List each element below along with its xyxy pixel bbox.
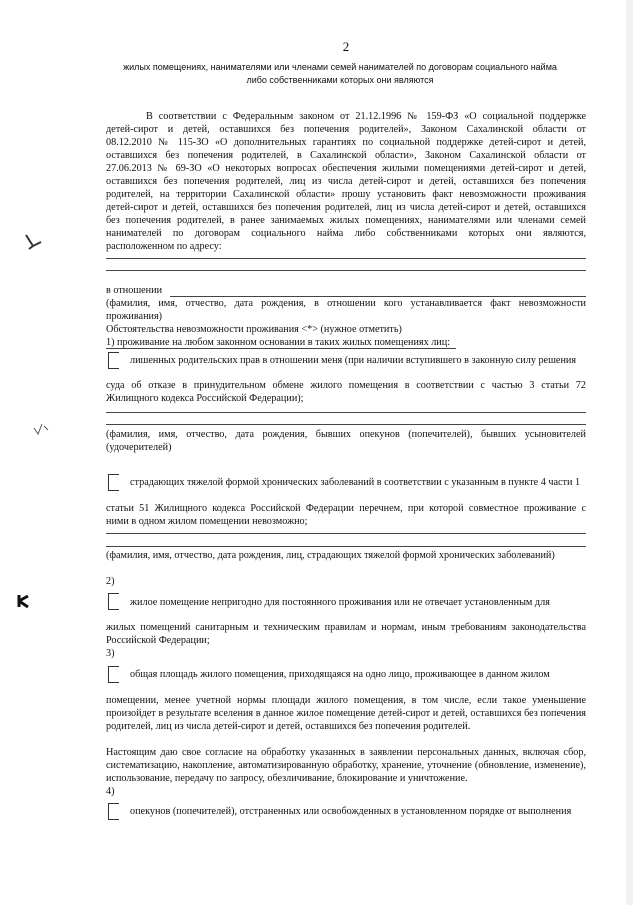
chronic-note: (фамилия, имя, отчество, дата рождения, лиц, страдающих тяжелой формой хронических заболеваний) [106,550,555,561]
page-number: 2 [342,39,350,54]
option-removed-guardians: опекунов (попечителей), отстраненных или освобожденных в установленном порядке от выполнения [130,806,572,817]
checkbox-chronic-disease[interactable] [108,474,119,491]
intro-line: оставшихся без попечения родителей, в Сахалинской области», Законом Сахалинской области от [106,150,586,161]
page-title-line2: либо собственниками которых они являются [246,75,434,85]
scan-mark-icon [32,422,50,436]
option-area-cont: помещении, менее учетной нормы площади жилого помещения, в том числе, если такое уменьшение [106,695,586,706]
intro-line: детей-сирот и детей, оставшихся без попечения родителей, лиц из числа детей-сирот и детей, оставшихся [106,202,586,213]
intro-line: 27.06.2013 № 69-ЗО «О некоторых вопросах обеспечения жилыми помещениями детей-сирот и детей, [106,163,586,174]
consent-text: систематизацию, накопление, автоматизированную обработку, хранение, уточнение (обновление, изменение), [106,760,586,771]
section3-heading: 3) [106,648,115,659]
intro-line: оставшихся без попечения родителей, лиц из числа детей-сирот и детей, оставшихся без попечения [106,176,586,187]
guardians-field-line[interactable] [106,412,586,413]
option-deprived-cont: суда об отказе в принудительном обмене жилого помещения в соответствии с частью 3 статьи 72 [106,380,586,391]
section4-heading: 4) [106,786,115,797]
option-unfit-cont: жилых помещений санитарным и техническим правилам и нормам, иным требованиям законодательства [106,622,586,633]
option-unfit-housing: жилое помещение непригодно для постоянного проживания или не отвечает установленным для [130,597,550,608]
intro-line: детей-сирот и детей, оставшихся без попечения родителей», Законом Сахалинской области от [106,124,586,135]
intro-line: 08.12.2010 № 115-ЗО «О дополнительных гарантиях по социальной поддержке детей-сирот и детей, [106,137,586,148]
guardians-field-line[interactable] [106,424,586,425]
scan-edge-right [626,0,633,905]
option-deprived-parental-rights: лишенных родительских прав в отношении меня (при наличии вступившего в законную силу решения [130,355,577,366]
chronic-field-line[interactable] [106,546,586,547]
option-deprived-cont: Жилищного кодекса Российской Федерации); [106,393,304,404]
consent-text: Настоящим даю свое согласие на обработку указанных в заявлении персональных данных, включая сбор, [106,747,586,758]
option-area-below-norm: общая площадь жилого помещения, приходящаяся на одно лицо, проживающее в данном жилом [130,669,550,680]
option-chronic-cont: статьи 51 Жилищного кодекса Российской Федерации перечнем, при которой совместное проживание с [106,503,586,514]
consent-text: использование, передачу по запросу, обезличивание, блокирование и уничтожение. [106,773,468,784]
section2-heading: 2) [106,576,115,587]
circumstances-heading: Обстоятельства невозможности проживания <*> (нужное отметить) [106,324,402,335]
intro-line: расположенном по адресу: [106,241,222,252]
guardians-note: (фамилия, имя, отчество, дата рождения, бывших опекунов (попечителей), бывших усыновителей [106,429,586,440]
option-chronic-cont: ними в одном жилом помещении невозможно; [106,516,308,527]
checkbox-deprived-parental-rights[interactable] [108,352,119,369]
in-relation-note: проживания) [106,311,163,322]
checkbox-area-below-norm[interactable] [108,666,119,683]
checkbox-removed-guardians[interactable] [108,803,119,820]
option-area-cont: произойдет в результате вселения в данное жилое помещение детей-сирот и детей, оставшихся без попечения [106,708,586,719]
guardians-note: (удочерителей) [106,442,172,453]
checkbox-unfit-housing[interactable] [108,593,119,610]
address-field-line[interactable] [106,270,586,271]
intro-line: В соответствии с Федеральным законом от 21.12.1996 № 159-ФЗ «О социальной поддержке [146,111,586,122]
section1-heading-underline [106,348,456,349]
intro-line: нанимателей по договорам социального найма либо собственниками которых они являются, [106,228,586,239]
in-relation-note: (фамилия, имя, отчество, дата рождения, в отношении кого устанавливается факт невозможности [106,298,586,309]
option-unfit-cont: Российской Федерации; [106,635,210,646]
section1-heading: 1) проживание на любом законном основании в таких жилых помещениях лиц: [106,337,451,348]
page-title-line1: жилых помещениях, нанимателями или членами семей нанимателей по договорам социального найма [123,62,557,72]
chronic-field-line[interactable] [106,533,586,534]
address-field-line[interactable] [106,258,586,259]
in-relation-label: в отношении [106,285,163,296]
option-area-cont: родителей, лиц из числа детей-сирот и детей, оставшихся без попечения родителей. [106,721,471,732]
option-chronic-disease: страдающих тяжелой формой хронических заболеваний в соответствии с указанным в пункте 4 части 1 [130,477,581,488]
scan-mark-icon [16,593,32,609]
intro-line: без попечения родителей, в ранее занимаемых жилых помещениях, нанимателями или членами семей [106,215,586,226]
intro-line: родителей, на территории Сахалинской области» прошу установить факт невозможности проживания [106,189,586,200]
scan-mark-icon [24,232,46,252]
